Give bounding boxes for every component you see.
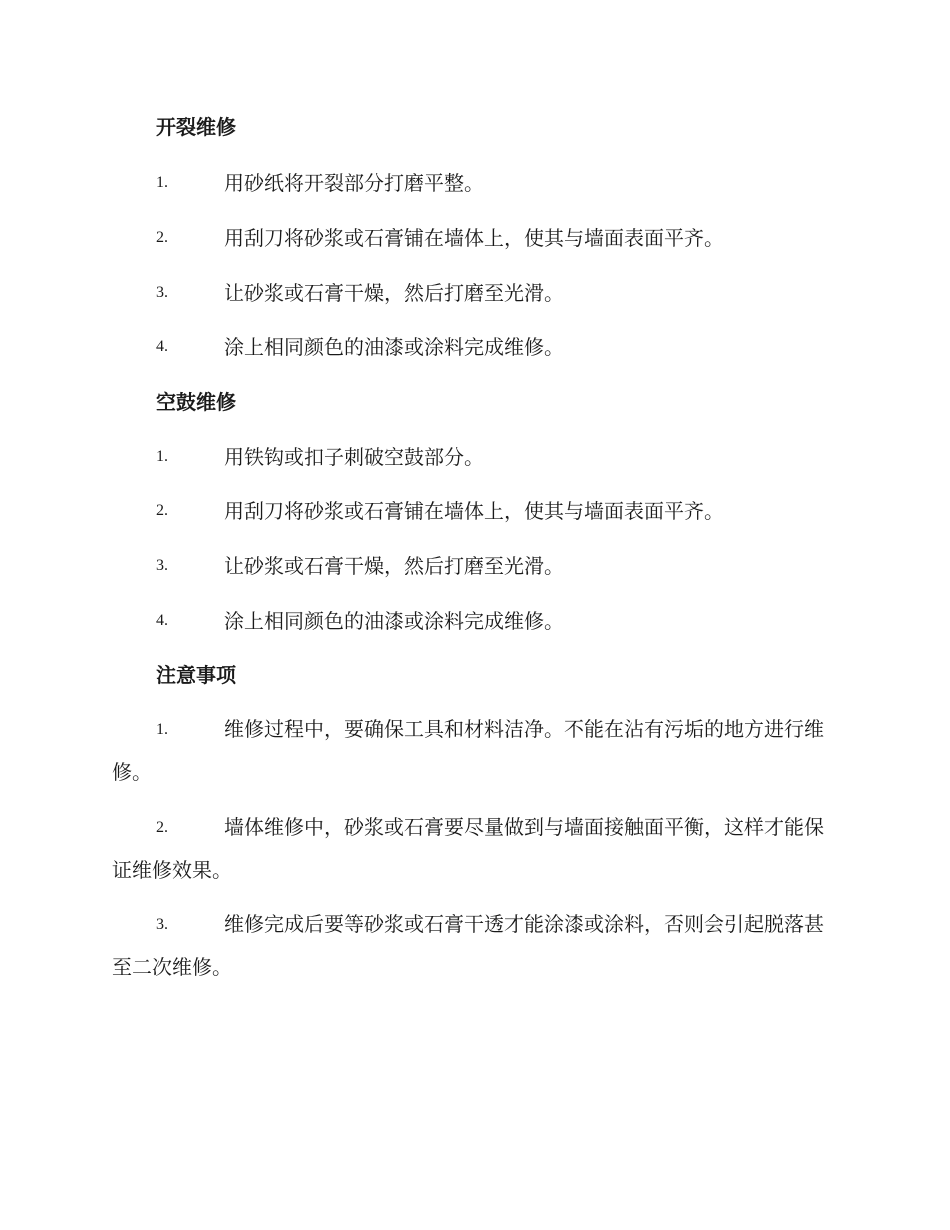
- list-number: 4.: [156, 338, 168, 355]
- list-number: 1.: [156, 448, 168, 465]
- list-text: 维修完成后要等砂浆或石膏干透才能涂漆或涂料，否则会引起脱落甚至二次维修。: [112, 912, 824, 979]
- list-number: 2.: [156, 502, 168, 519]
- list-number: 3.: [156, 284, 168, 301]
- list-number: 4.: [156, 612, 168, 629]
- list-number: 1.: [156, 721, 168, 738]
- section-title-crack-repair: 开裂维修: [156, 115, 236, 139]
- list-text: 用砂纸将开裂部分打磨平整。: [224, 171, 484, 195]
- list-text: 墙体维修中，砂浆或石膏要尽量做到与墙面接触面平衡，这样才能保证维修效果。: [112, 815, 824, 882]
- list-text: 用铁钩或扣子刺破空鼓部分。: [224, 445, 484, 469]
- list-text: 涂上相同颜色的油漆或涂料完成维修。: [224, 609, 564, 633]
- list-number: 2.: [156, 819, 168, 836]
- list-text: 涂上相同颜色的油漆或涂料完成维修。: [224, 335, 564, 359]
- list-number: 3.: [156, 557, 168, 574]
- list-text: 用刮刀将砂浆或石膏铺在墙体上，使其与墙面表面平齐。: [224, 226, 724, 250]
- section-title-notes: 注意事项: [156, 663, 236, 687]
- list-number: 3.: [156, 916, 168, 933]
- list-text: 用刮刀将砂浆或石膏铺在墙体上，使其与墙面表面平齐。: [224, 499, 724, 523]
- list-text: 维修过程中，要确保工具和材料洁净。不能在沾有污垢的地方进行维修。: [112, 717, 824, 784]
- list-number: 1.: [156, 174, 168, 191]
- list-text: 让砂浆或石膏干燥，然后打磨至光滑。: [224, 281, 564, 305]
- list-text: 让砂浆或石膏干燥，然后打磨至光滑。: [224, 554, 564, 578]
- section-title-hollow-repair: 空鼓维修: [156, 390, 236, 414]
- list-number: 2.: [156, 229, 168, 246]
